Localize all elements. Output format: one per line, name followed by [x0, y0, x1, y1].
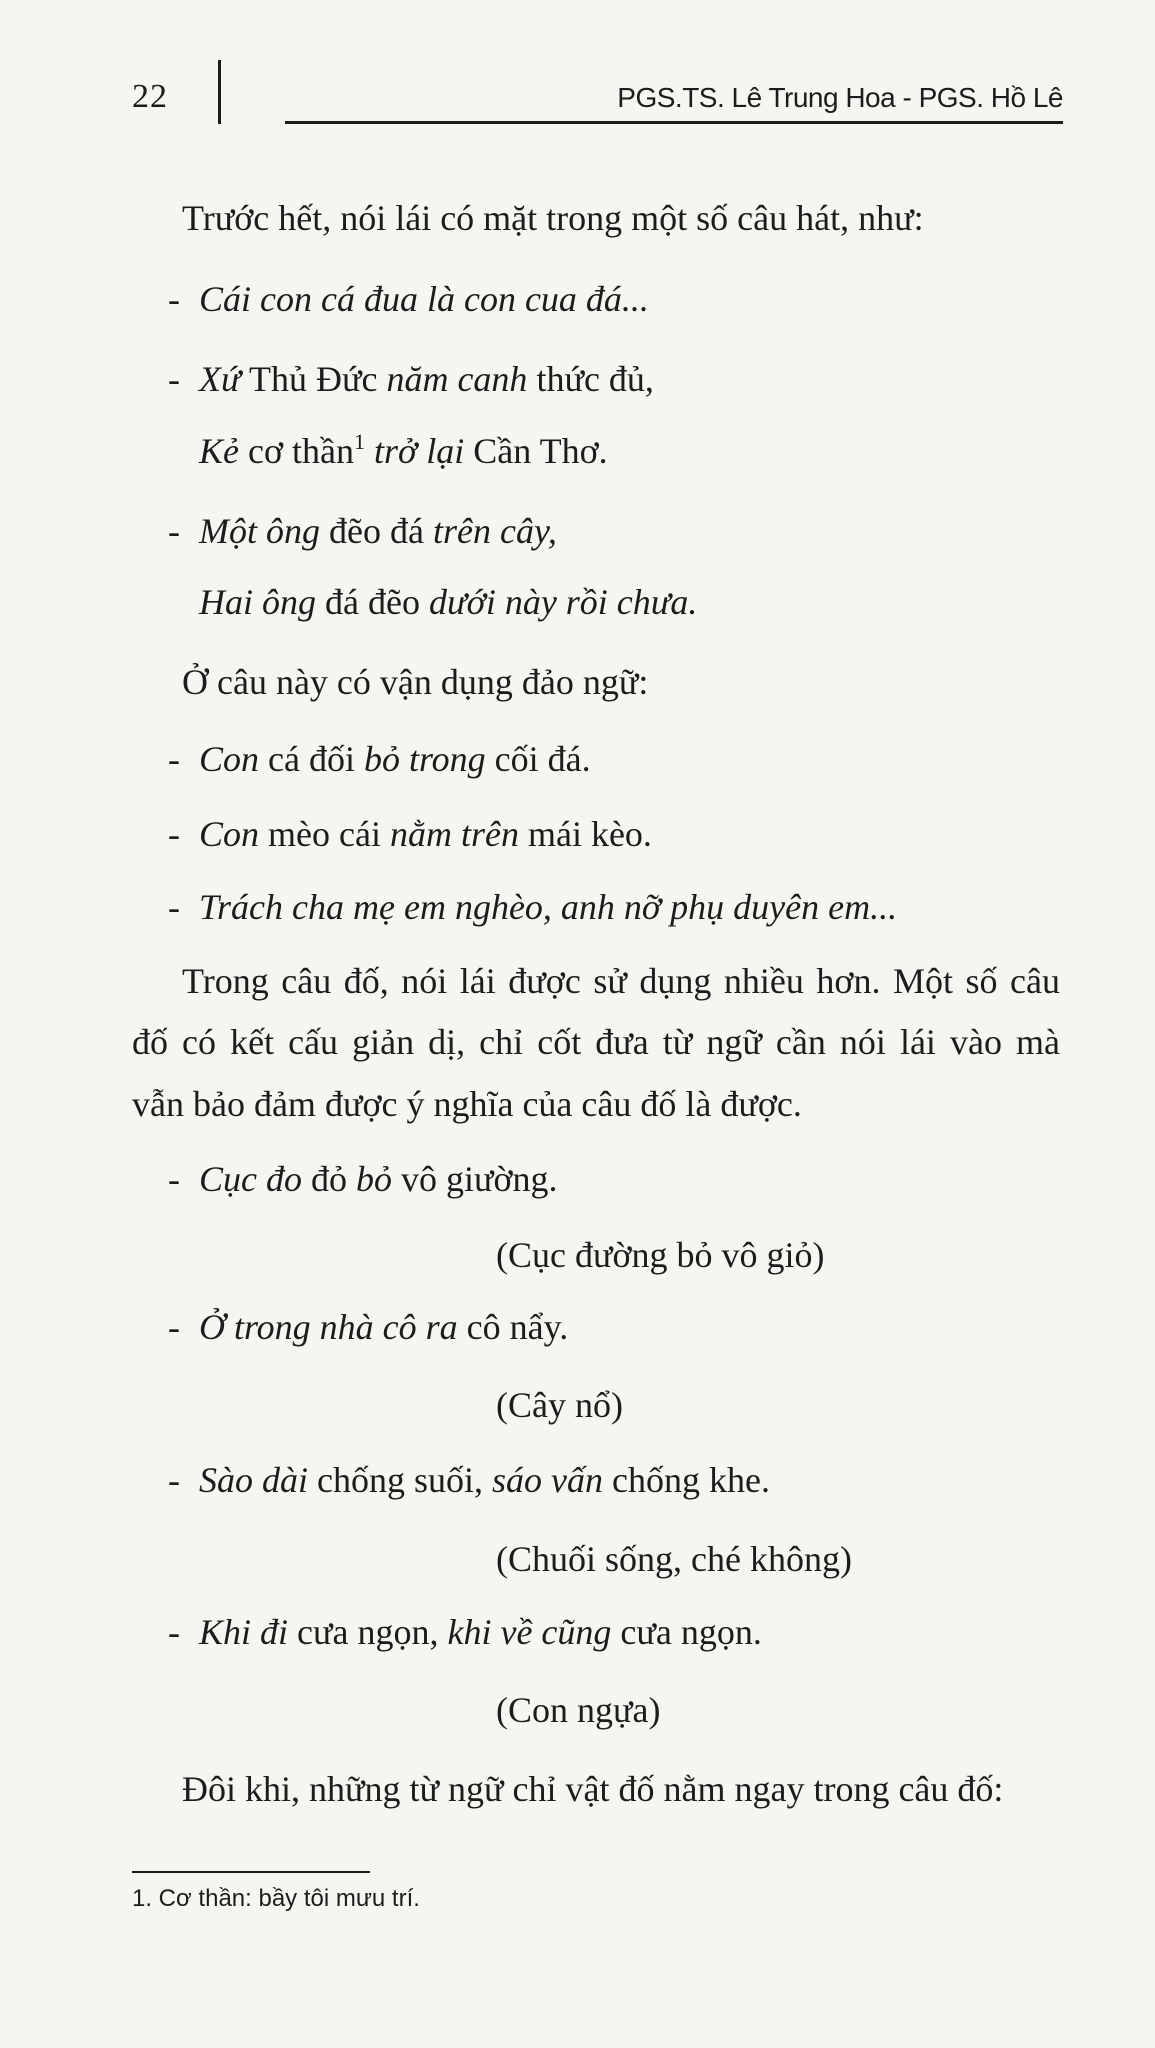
footnote-marker: 1: [354, 429, 365, 454]
paragraph-line: vẫn bảo đảm được ý nghĩa của câu đố là được.: [132, 1084, 802, 1124]
paragraph: Đôi khi, những từ ngữ chỉ vật đố nằm ngay trong câu đố:: [182, 1769, 1004, 1809]
page-header: [0, 0, 1155, 140]
running-head: PGS.TS. Lê Trung Hoa - PGS. Hồ Lê: [617, 82, 1063, 113]
list-dash: -: [168, 359, 180, 399]
example-line: Hai ông đá đẽo dưới này rồi chưa.: [199, 582, 698, 622]
list-dash: -: [168, 279, 180, 319]
example-line: Một ông đẽo đá trên cây,: [199, 511, 557, 551]
footnote: 1. Cơ thần: bầy tôi mưu trí.: [132, 1885, 420, 1912]
riddle-line: Khi đi cưa ngọn, khi về cũng cưa ngọn.: [199, 1612, 762, 1652]
example-line: Con mèo cái nằm trên mái kèo.: [199, 814, 652, 854]
example-line: Xứ Thủ Đức năm canh thức đủ,: [199, 359, 654, 399]
riddle-answer: (Chuối sống, ché không): [496, 1539, 852, 1579]
example-line: Kẻ cơ thần$^1$ trở lại Cần Thơ.: [199, 429, 608, 471]
footnote-rule: [132, 1871, 370, 1873]
header-divider: [218, 60, 221, 124]
example-line: Con cá đối bỏ trong cối đá.: [199, 739, 591, 779]
riddle-answer: (Con ngựa): [496, 1690, 661, 1730]
riddle-answer: (Cục đường bỏ vô giỏ): [496, 1235, 825, 1275]
list-dash: -: [168, 1307, 180, 1347]
riddle-line: Ở trong nhà cô ra cô nẩy.: [199, 1307, 569, 1347]
list-dash: -: [168, 887, 180, 927]
riddle-line: Cục đo đỏ bỏ vô giường.: [199, 1159, 558, 1199]
paragraph-line: đố có kết cấu giản dị, chỉ cốt đưa từ ngữ cần nói lái vào mà: [132, 1022, 1060, 1062]
list-dash: -: [168, 814, 180, 854]
paragraph-line: Trong câu đố, nói lái được sử dụng nhiều hơn. Một số câu: [182, 961, 1060, 1001]
list-dash: -: [168, 1612, 180, 1652]
header-rule: [285, 121, 1063, 124]
example-line: Cái con cá đua là con cua đá...: [199, 279, 649, 319]
paragraph: Trước hết, nói lái có mặt trong một số câu hát, như:: [182, 198, 924, 238]
riddle-answer: (Cây nổ): [496, 1385, 623, 1425]
riddle-line: Sào dài chống suối, sáo vấn chống khe.: [199, 1460, 770, 1500]
paragraph: Ở câu này có vận dụng đảo ngữ:: [182, 662, 649, 702]
list-dash: -: [168, 1460, 180, 1500]
list-dash: -: [168, 1159, 180, 1199]
example-line: Trách cha mẹ em nghèo, anh nỡ phụ duyên em...: [199, 887, 898, 927]
list-dash: -: [168, 511, 180, 551]
list-dash: -: [168, 739, 180, 779]
page-number: 22: [132, 78, 168, 115]
